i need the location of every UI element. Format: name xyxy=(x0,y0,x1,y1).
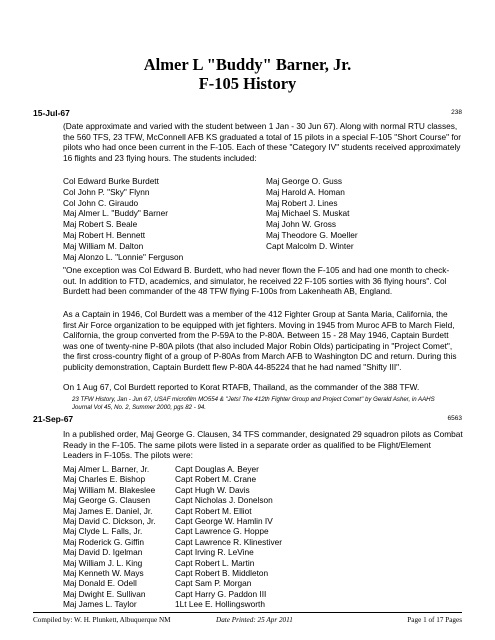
list-item: 1Lt Lee E. Hollingsworth xyxy=(175,599,265,610)
entry-header xyxy=(33,108,462,120)
list-item: Capt Robert M. Elliot xyxy=(175,505,252,516)
entry-header xyxy=(33,414,462,426)
page-title: Almer L "Buddy" Barner, Jr. xyxy=(143,55,352,74)
list-item: Maj George G. Clausen xyxy=(63,495,151,506)
pilots-list-left xyxy=(63,464,156,610)
list-item: Maj Dwight E. Sullivan xyxy=(63,588,146,599)
list-item: Maj James L. Taylor xyxy=(63,599,137,610)
list-item: Capt Robert L. Martin xyxy=(175,557,255,568)
list-item: Maj Theodore G. Moeller xyxy=(266,229,358,240)
list-item: Maj Robert J. Lines xyxy=(266,197,338,208)
list-item: Col Edward Burke Burdett xyxy=(63,176,159,186)
list-item: Maj George O. Guss xyxy=(266,176,343,186)
list-item: Capt Robert M. Crane xyxy=(175,474,257,485)
list-item: Capt Robert B. Middleton xyxy=(175,568,269,579)
list-item: Maj William M. Dalton xyxy=(63,240,144,251)
citation: 23 TFW History, Jan - Jun 67, USAF microfilm MO554 & "Jets! The 412th Fighter Group and Project Comet" by Gerald Asher, in AAHS Journal Vol 45, No. 2, Summer 2000, pgs 82 - 94. xyxy=(72,396,435,411)
list-item: Capt Nicholas J. Donelson xyxy=(175,495,273,506)
list-item: Maj David C. Dickson, Jr. xyxy=(63,516,156,527)
list-item: Capt George W. Hamlin IV xyxy=(175,516,273,527)
entry-paragraph: As a Captain in 1946, Col Burdett was a member of the 412 Fighter Group at Santa Maria, California, the first Air Force organization to be equipped with jet fighters. Moving in 1945 from Muroc AFB to March Field, California, the group converted from the P-59A to the P-80A. Between 15 - 28 May 1946, Captain Burdett was one of twenty-nine P-80A pilots (that also included Major Robin Olds) participating in "Project Comet", the first cross-country flight of a group of P-80As from March AFB to Washington DC and return. During this publicity demonstration, Captain Burdett flew P-80A 44-85224 that he had named "Shifty III". xyxy=(63,309,457,372)
students-list-left xyxy=(63,176,183,262)
list-item: Maj David D. Igelman xyxy=(63,547,143,558)
list-item: Maj Almer L. "Buddy" Barner xyxy=(63,208,169,219)
list-item: Capt Lawrence G. Hoppe xyxy=(175,526,269,537)
entry-intro-paragraph: (Date approximate and varied with the student between 1 Jan - 30 Jun 67). Along with normal RTU classes, the 560 TFS, 23 TFW, McConnell AFB KS graduated a total of 15 pilots in a special F-105 "Short Course" for pilots who had once been current in the F-105. Each of these "Category IV" students received approximately 16 flights and 23 flying hours. The students included: xyxy=(63,121,462,163)
footer-date-printed: Date Printed: 25 Apr 2011 xyxy=(216,616,293,624)
list-item: Maj Charles E. Bishop xyxy=(63,474,146,485)
page-subtitle: F-105 History xyxy=(198,74,297,93)
entry-intro-paragraph: In a published order, Maj George G. Clausen, 34 TFS commander, designated 29 squadron pilots as Combat Ready in the F-105. The same pilots were listed in a separate order as qualified to be Flight/Element Leaders in F-105s. The pilots were: xyxy=(63,429,463,461)
list-item: Maj Clyde L. Falls, Jr. xyxy=(63,526,143,537)
entry-date: 21-Sep-67 xyxy=(33,414,74,424)
list-item: Maj John W. Gross xyxy=(266,219,337,230)
entry-number: 6563 xyxy=(447,415,462,422)
entry-date: 15-Jul-67 xyxy=(33,108,70,118)
list-item: Capt Sam P. Morgan xyxy=(175,578,252,589)
list-item: Capt Lawrence R. Klinestiver xyxy=(175,536,282,547)
footer-compiled-by: Compiled by: W. H. Plunkett, Albuquerque NM xyxy=(33,616,171,624)
pilots-list-right xyxy=(175,464,282,610)
entry-number: 238 xyxy=(451,109,462,116)
list-item: Maj Almer L. Barner, Jr. xyxy=(63,464,150,474)
list-item: Capt Harry G. Paddon III xyxy=(175,588,267,599)
list-item: Capt Irving R. LeVine xyxy=(175,547,254,558)
list-item: Maj Michael S. Muskat xyxy=(266,208,350,219)
list-item: Capt Malcolm D. Winter xyxy=(266,240,354,251)
students-list-right xyxy=(266,176,358,252)
list-item: Maj Robert H. Bennett xyxy=(63,229,146,240)
list-item: Capt Douglas A. Beyer xyxy=(175,464,259,474)
list-item: Maj Kenneth W. Mays xyxy=(63,568,144,579)
footer-page-number: Page 1 of 17 Pages xyxy=(407,616,462,624)
list-item: Maj William J. L. King xyxy=(63,557,143,568)
list-item: Maj Alonzo L. "Lonnie" Ferguson xyxy=(63,251,184,262)
entry-paragraph: On 1 Aug 67, Col Burdett reported to Korat RTAFB, Thailand, as the commander of the 388 TFW. xyxy=(63,382,420,392)
list-item: Maj Roderick G. Giffin xyxy=(63,536,144,547)
list-item: Maj James E. Daniel, Jr. xyxy=(63,505,153,516)
list-item: Maj Harold A. Homan xyxy=(266,186,345,197)
list-item: Maj William M. Blakeslee xyxy=(63,484,156,495)
entry-paragraph: "One exception was Col Edward B. Burdett, who had never flown the F-105 and had one month to check-out. In addition to FTD, academics, and simulator, he received 22 F-105 sorties with 36 flying hours". Col Burdett had been commander of the 48 TFW flying F-100s from Lakenheath AB, England. xyxy=(63,265,450,297)
list-item: Maj Donald E. Odell xyxy=(63,578,137,589)
list-item: Col John P. "Sky" Flynn xyxy=(63,186,150,197)
list-item: Col John C. Giraudo xyxy=(63,197,139,208)
list-item: Capt Hugh W. Davis xyxy=(175,484,250,495)
footer-divider xyxy=(33,612,462,613)
list-item: Maj Robert S. Beale xyxy=(63,219,138,230)
